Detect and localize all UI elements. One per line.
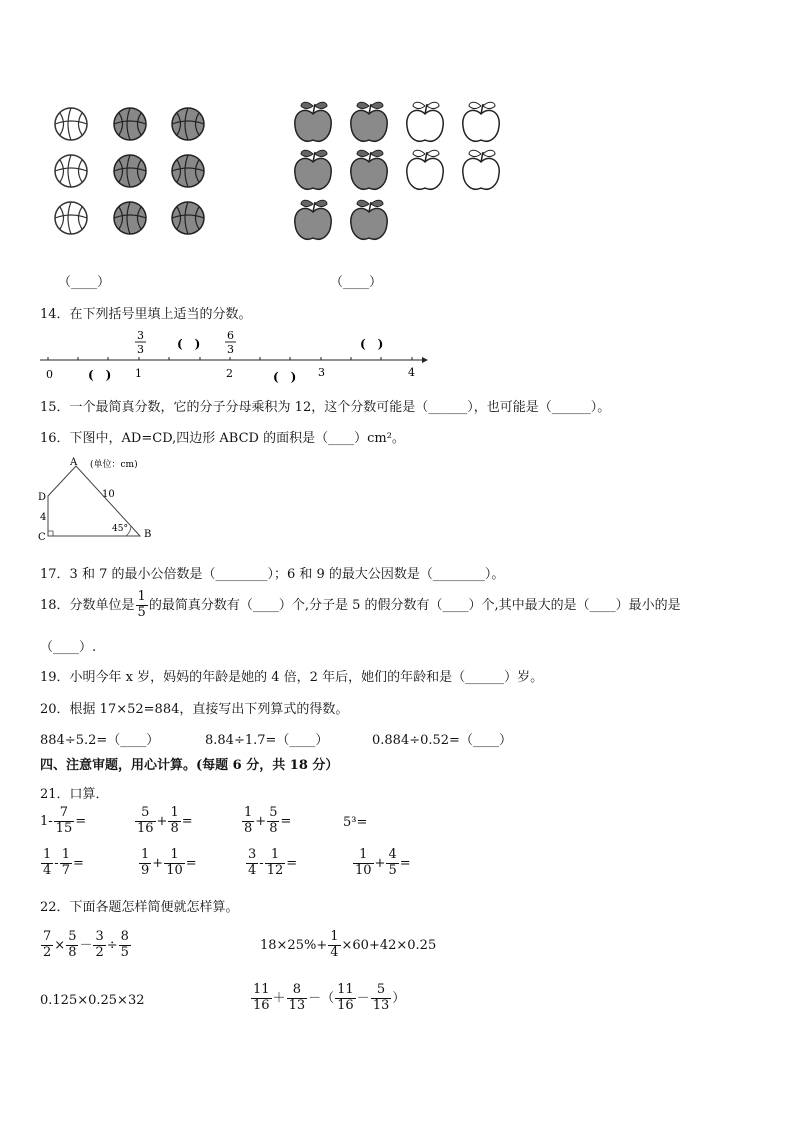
q15-text: 15．一个最简真分数，它的分子分母乘积为 12，这个分数可能是（______），也可能是（______）。: [40, 400, 611, 415]
q22-text: 22．下面各题怎样简便就怎样算。: [40, 900, 239, 915]
tick-label-0: 0: [46, 368, 53, 381]
q20-item-1[interactable]: 884÷5.2=（____）: [40, 733, 160, 748]
tick-label-2: 2: [226, 367, 233, 380]
side-length-label: 10: [102, 489, 115, 500]
q20-item-2[interactable]: 8.84÷1.7=（____）: [205, 733, 329, 748]
q18-line2: （____）.: [40, 640, 97, 655]
frac-b-numerator: 6: [227, 329, 234, 342]
figure-balls-apples: [0, 90, 794, 260]
frac-a-denominator: 3: [137, 343, 144, 356]
paren-blank-below-2[interactable]: ( ): [273, 370, 297, 384]
vertex-c: C: [38, 532, 46, 543]
q21-expr-5: $\frac{1}{4}$ - $\frac{1}{7}$ =: [43, 847, 84, 878]
section-4-heading: 四、注意审题，用心计算。(每题 6 分，共 18 分）: [40, 758, 339, 773]
balls-answer-blank[interactable]: （____）: [58, 275, 111, 290]
q18-post: 的最简真分数有（____）个,分子是 5 的假分数有（____）个,其中最大的是（____）最小的是: [148, 597, 681, 613]
q21-expr-1: 1- $\frac{7}{15}$ =: [40, 805, 87, 836]
tick-label-3: 3: [318, 366, 325, 379]
q18-pre: 18．分数单位是: [40, 597, 135, 613]
apples-answer-blank[interactable]: （____）: [330, 275, 383, 290]
q14-text: 14．在下列括号里填上适当的分数。: [40, 307, 252, 322]
tick-label-4: 4: [408, 366, 415, 379]
paren-blank-above-2[interactable]: ( ): [360, 337, 384, 351]
left-length-label: 4: [40, 512, 47, 523]
q22-expr-3: 0.125×0.25×32: [40, 993, 145, 1008]
q18-fraction: $\frac{1}{5}$: [137, 589, 146, 620]
q22-expr-4: $\frac{11}{16}$ ＋ $\frac{8}{13}$ －（ $\frac{11}{16}$ － $\frac{5}{13}$ ）: [253, 982, 406, 1013]
frac-a-numerator: 3: [137, 329, 144, 342]
number-line: [30, 328, 440, 384]
q21-expr-7: $\frac{3}{4}$ - $\frac{1}{12}$ =: [248, 847, 298, 878]
q19-text: 19．小明今年 x 岁，妈妈的年龄是她的 4 倍，2 年后，她们的年龄和是（______）岁。: [40, 670, 544, 685]
paren-blank-above-1[interactable]: ( ): [177, 337, 201, 351]
q20-text: 20．根据 17×52=884，直接写出下列算式的得数。: [40, 702, 349, 717]
q21-text: 21．口算．: [40, 787, 109, 802]
angle-label: 45°: [112, 524, 128, 534]
paren-blank-below-1[interactable]: ( ): [88, 368, 112, 382]
quadrilateral-figure: [34, 456, 194, 546]
q21-expr-4: 5³=: [343, 815, 368, 830]
q18-line1: [40, 590, 681, 621]
vertex-b: B: [144, 529, 152, 540]
q21-expr-2: $\frac{5}{16}$ + $\frac{1}{8}$ =: [137, 805, 193, 836]
q22-expr-1: $\frac{7}{2}$ × $\frac{5}{8}$ － $\frac{3}{2}$ ÷ $\frac{8}{5}$: [43, 929, 129, 960]
q21-expr-8: $\frac{1}{10}$ + $\frac{4}{5}$ =: [355, 847, 411, 878]
q20-item-3[interactable]: 0.884÷0.52=（____）: [372, 733, 512, 748]
q21-expr-3: $\frac{1}{8}$ + $\frac{5}{8}$ =: [244, 805, 292, 836]
q22-expr-2: 18×25%+ $\frac{1}{4}$ ×60+42×0.25: [260, 929, 437, 960]
frac-b-denominator: 3: [227, 343, 234, 356]
tick-label-1: 1: [135, 367, 142, 380]
q21-expr-6: $\frac{1}{9}$ + $\frac{1}{10}$ =: [141, 847, 197, 878]
q16-text: 16．下图中，AD=CD,四边形 ABCD 的面积是（____）cm²。: [40, 431, 405, 446]
unit-label: (单位：cm): [90, 460, 138, 470]
vertex-a: A: [70, 457, 78, 468]
vertex-d: D: [38, 492, 47, 503]
q17-text: 17．3 和 7 的最小公倍数是（________）；6 和 9 的最大公因数是（________）。: [40, 567, 505, 582]
